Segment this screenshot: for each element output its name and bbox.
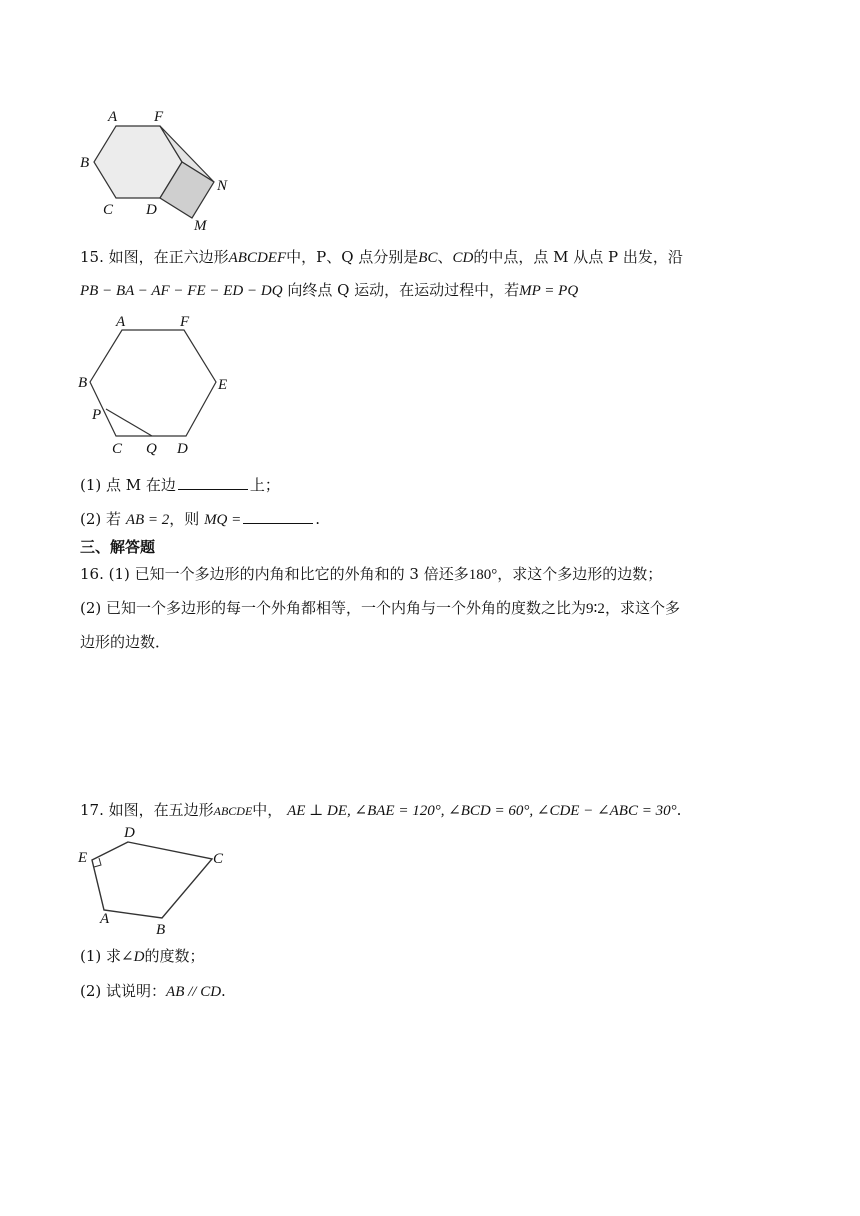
- figure-pentagon: [76, 824, 236, 938]
- answer-blank-2[interactable]: [243, 509, 313, 524]
- q15-sub2-text: (2) 若: [80, 510, 122, 528]
- q15-sub2-ask: MQ =: [204, 512, 242, 528]
- q17-sub2-text: (2) 试说明：: [80, 982, 167, 1000]
- right-angle-mark: [94, 858, 101, 867]
- label-B: B: [156, 922, 166, 938]
- q15-sub2-given: AB = 2: [125, 512, 170, 528]
- label-D: D: [177, 441, 188, 457]
- q15-sep: 、: [437, 248, 453, 266]
- q17-parallel: AB // CD: [166, 984, 222, 1000]
- pentagon-shape: [92, 842, 212, 918]
- section-heading: 三、解答题: [80, 538, 156, 556]
- label-F: F: [154, 109, 164, 125]
- q16-line1: [80, 563, 662, 584]
- label-E: E: [218, 377, 228, 393]
- label-F: F: [180, 314, 190, 330]
- q16-text-2: ，求这个多边形的边数；: [497, 565, 663, 583]
- label-M: M: [194, 218, 207, 234]
- q17-angle-d: ∠D: [121, 949, 145, 965]
- label-B: B: [78, 375, 88, 391]
- label-D: D: [146, 202, 157, 218]
- q15-condition: MP = PQ: [519, 283, 579, 299]
- q15-text-2: 中，P、Q 点分别是: [286, 248, 419, 266]
- label-A: A: [116, 314, 126, 330]
- q16-text: 16. (1) 已知一个多边形的内角和比它的外角和的 3 倍还多: [80, 565, 469, 583]
- q15-hexagon-name: ABCDEF: [228, 250, 287, 266]
- q17-sub2: [80, 980, 226, 1001]
- label-A: A: [100, 911, 110, 927]
- label-N: N: [217, 178, 228, 194]
- q15-sub1-text: (1) 点 M 在边: [80, 476, 176, 494]
- label-C: C: [103, 202, 114, 218]
- q16-sub2-text-2: ，求这个多: [604, 599, 680, 617]
- label-P: P: [92, 407, 102, 423]
- label-B: B: [80, 155, 90, 171]
- q15-sub2-mid: ，则: [169, 510, 200, 528]
- segment-pq: [106, 409, 152, 436]
- q15-sub2-suffix: .: [315, 510, 321, 528]
- q15-sub2: [80, 508, 320, 529]
- label-C: C: [213, 851, 224, 867]
- q16-line3: 边形的边数．: [80, 633, 171, 651]
- label-Q: Q: [146, 441, 157, 457]
- q17-text: 17. 如图，在五边形: [80, 801, 214, 819]
- q17-sub2-suffix: .: [221, 982, 226, 1000]
- q16-sub2-text: (2) 已知一个多边形的每一个外角都相等，一个内角与一个外角的度数之比为: [80, 599, 587, 617]
- q17-sub1-text: (1) 求: [80, 947, 122, 965]
- q15-line1: [80, 246, 683, 267]
- q16-line2: [80, 597, 680, 618]
- q15-text: 15. 如图，在正六边形: [80, 248, 229, 266]
- q15-seg-cd: CD: [452, 250, 474, 266]
- label-E: E: [78, 850, 88, 866]
- figure-hexagon-square: [76, 108, 246, 236]
- q15-text-3: 的中点，点 M 从点 P 出发，沿: [473, 248, 683, 266]
- q16-angle: 180°: [468, 567, 498, 583]
- q17-line: [80, 799, 681, 820]
- q17-sub1-suffix: 的度数；: [144, 947, 205, 965]
- label-D: D: [124, 825, 135, 841]
- label-C: C: [112, 441, 123, 457]
- q15-line2: [80, 279, 578, 300]
- q17-pentagon-name: ABCDE: [213, 804, 253, 818]
- q16-ratio: 9∶2: [586, 601, 605, 617]
- q17-conditions: AE ⊥ DE, ∠BAE = 120°, ∠BCD = 60°, ∠CDE − ∠ABC = 30°: [287, 803, 677, 819]
- q17-text-2: 中，: [252, 801, 283, 819]
- q15-sub1-suffix: 上；: [249, 476, 280, 494]
- q15-path: PB − BA − AF − FE − ED − DQ: [80, 283, 283, 299]
- q17-suffix: .: [676, 801, 682, 819]
- hexagon-shape-2: [90, 330, 216, 436]
- q15-seg-bc: BC: [418, 250, 438, 266]
- q15-sub1: [80, 474, 280, 495]
- label-A: A: [108, 109, 118, 125]
- q15-text-4: 向终点 Q 运动，在运动过程中，若: [287, 281, 520, 299]
- q17-sub1: [80, 945, 204, 966]
- figure-hexagon-pq: [76, 310, 246, 458]
- answer-blank-1[interactable]: [178, 475, 248, 490]
